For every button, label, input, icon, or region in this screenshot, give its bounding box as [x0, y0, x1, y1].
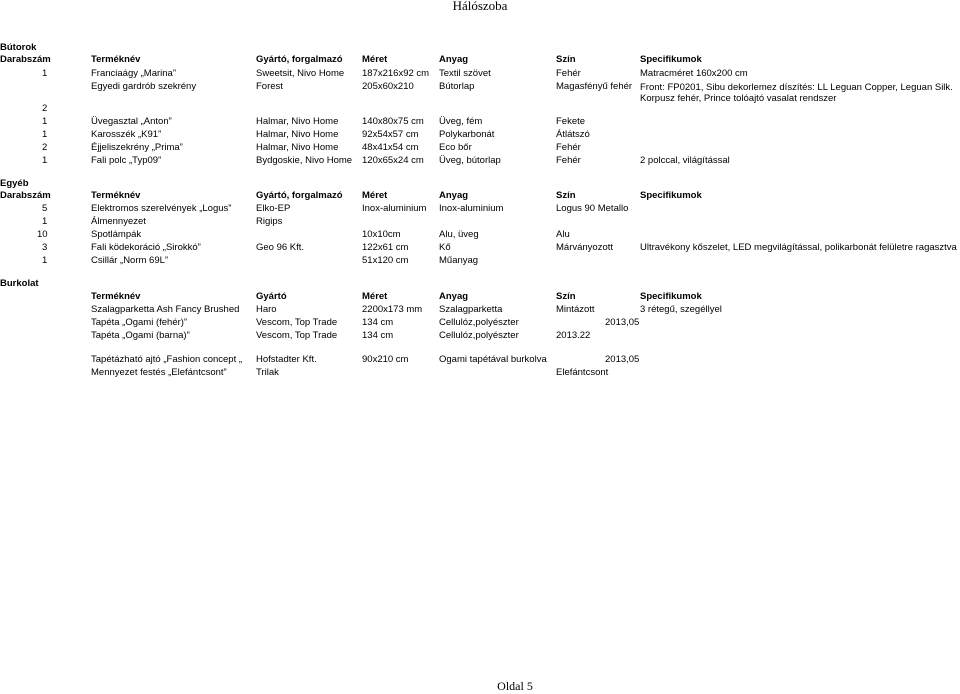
- table-row: [0, 115, 960, 128]
- header-size: Méret: [362, 291, 388, 302]
- cell-size: 120x65x24 cm: [362, 155, 424, 166]
- cell-size: Inox-aluminium: [362, 203, 427, 214]
- header-name: Terméknév: [91, 54, 141, 65]
- cell-spec: Ultravékony kőszelet, LED megvilágítással, polikarbonát felületre ragasztva: [640, 242, 957, 253]
- cell-mfr: Vescom, Top Trade: [256, 317, 338, 328]
- cell-name: Karosszék „K91”: [91, 129, 162, 140]
- cell-size: 51x120 cm: [362, 255, 409, 266]
- page-footer: Oldal 5: [497, 679, 533, 693]
- header-material: Anyag: [439, 54, 469, 65]
- cell-size: 90x210 cm: [362, 354, 409, 365]
- cell-qty: 3: [42, 242, 48, 253]
- table-row: [0, 254, 960, 267]
- cell-material: Textil szövet: [439, 68, 491, 79]
- table-header: [0, 290, 960, 303]
- cell-name: Mennyezet festés „Elefántcsont”: [91, 367, 227, 378]
- cell-mfr: Sweetsit, Nivo Home: [256, 68, 345, 79]
- table-row: [0, 303, 960, 316]
- cell-color: 2013,05: [605, 317, 640, 328]
- cell-color: 2013.22: [556, 330, 591, 341]
- cell-size: 48x41x54 cm: [362, 142, 419, 153]
- cell-mfr: Haro: [256, 304, 277, 315]
- cell-size: 134 cm: [362, 317, 394, 328]
- cell-qty: 1: [42, 216, 48, 227]
- header-material: Anyag: [439, 190, 469, 201]
- cell-color: Alu: [556, 229, 570, 240]
- cell-name: Tapéta „Ogami (fehér)”: [91, 317, 188, 328]
- cell-name: Spotlámpák: [91, 229, 142, 240]
- cell-color: Mintázott: [556, 304, 595, 315]
- table-row: [0, 316, 960, 329]
- cell-color: Elefántcsont: [556, 367, 609, 378]
- cell-material: Eco bőr: [439, 142, 472, 153]
- cell-mfr: Halmar, Nivo Home: [256, 116, 339, 127]
- cell-name: Fali ködekoráció „Sirokkó”: [91, 242, 201, 253]
- cell-name: Éjjeliszekrény „Prima”: [91, 142, 183, 153]
- header-color: Szín: [556, 190, 576, 201]
- cell-name: Tapétázható ajtó „Fashion concept „: [91, 354, 243, 365]
- cell-spec: 2 polccal, világítással: [640, 155, 730, 166]
- cell-size: 140x80x75 cm: [362, 116, 424, 127]
- table-row: [0, 67, 960, 80]
- cell-mfr: Vescom, Top Trade: [256, 330, 338, 341]
- cell-name: Franciaágy „Marina”: [91, 68, 176, 79]
- table-row: [0, 141, 960, 154]
- cell-material: Üveg, bútorlap: [439, 155, 501, 166]
- table-row: [0, 128, 960, 141]
- cell-mfr: Hofstadter Kft.: [256, 354, 317, 365]
- table-header: [0, 53, 960, 66]
- cell-spec: 3 rétegű, szegéllyel: [640, 304, 722, 315]
- table-row: [0, 228, 960, 241]
- cell-color: Márványozott: [556, 242, 614, 253]
- header-mfr: Gyártó, forgalmazó: [256, 190, 343, 201]
- cell-name: Üvegasztal „Anton”: [91, 116, 172, 127]
- header-color: Szín: [556, 54, 576, 65]
- cell-name: Álmennyezet: [91, 216, 146, 227]
- cell-name: Tapéta „Ogami (barna)”: [91, 330, 190, 341]
- cell-material: Kő: [439, 242, 451, 253]
- cell-material: Műanyag: [439, 255, 479, 266]
- header-size: Méret: [362, 54, 388, 65]
- cell-color: 2013,05: [605, 354, 640, 365]
- table-row: [0, 215, 960, 228]
- cell-name: Csillár „Norm 69L”: [91, 255, 169, 266]
- header-name: Terméknév: [91, 190, 141, 201]
- cell-size: 92x54x57 cm: [362, 129, 419, 140]
- table-row: [0, 202, 960, 215]
- cell-size: 187x216x92 cm: [362, 68, 430, 79]
- page-title: Hálószoba: [452, 0, 508, 13]
- cell-material: Ogami tapétával burkolva: [439, 354, 547, 365]
- cell-qty: 1: [42, 68, 48, 79]
- cell-material: Cellulóz,polyészter: [439, 317, 519, 328]
- table-header: [0, 189, 960, 202]
- cell-qty: 2: [42, 142, 48, 153]
- cell-qty: 1: [42, 116, 48, 127]
- table-row: [0, 154, 960, 167]
- cell-mfr: Rigips: [256, 216, 283, 227]
- cell-qty: 10: [37, 229, 48, 240]
- cell-material: Polykarbonát: [439, 129, 495, 140]
- cell-color: Fehér: [556, 68, 581, 79]
- cell-size: 2200x173 mm: [362, 304, 423, 315]
- table-row: [0, 366, 960, 379]
- cell-mfr: Elko-EP: [256, 203, 291, 214]
- cell-color: Fehér: [556, 142, 581, 153]
- header-name: Terméknév: [91, 291, 141, 302]
- cell-material: Bútorlap: [439, 81, 475, 92]
- cell-color: Magasfényű fehér: [556, 81, 633, 92]
- table-row: [0, 80, 960, 116]
- cell-size: 205x60x210: [362, 81, 414, 92]
- cell-qty: 1: [42, 129, 48, 140]
- cell-mfr: Halmar, Nivo Home: [256, 142, 339, 153]
- section-title-butorok: Bútorok: [0, 42, 37, 53]
- section-title-egyeb: Egyéb: [0, 178, 29, 189]
- header-qty: Darabszám: [0, 190, 51, 201]
- header-color: Szín: [556, 291, 576, 302]
- cell-material: Alu, üveg: [439, 229, 479, 240]
- cell-mfr: Trilak: [256, 367, 279, 378]
- table-row: [0, 241, 960, 254]
- cell-name: Egyedi gardrób szekrény: [91, 81, 197, 92]
- cell-size: 10x10cm: [362, 229, 401, 240]
- header-qty: Darabszám: [0, 54, 51, 65]
- cell-name: Elektromos szerelvények „Logus”: [91, 203, 232, 214]
- cell-color: Fekete: [556, 116, 586, 127]
- cell-mfr: Halmar, Nivo Home: [256, 129, 339, 140]
- header-mfr: Gyártó, forgalmazó: [256, 54, 343, 65]
- cell-mfr: Bydgoskie, Nivo Home: [256, 155, 353, 166]
- cell-material: Cellulóz,polyészter: [439, 330, 519, 341]
- cell-qty: 5: [42, 203, 48, 214]
- cell-material: Inox-aluminium: [439, 203, 504, 214]
- cell-qty: 2: [42, 103, 48, 114]
- cell-qty: 1: [42, 155, 48, 166]
- cell-spec: Matracméret 160x200 cm: [640, 68, 748, 79]
- header-size: Méret: [362, 190, 388, 201]
- cell-color: Logus 90 Metallo: [556, 203, 629, 214]
- cell-mfr: Geo 96 Kft.: [256, 242, 305, 253]
- cell-material: Üveg, fém: [439, 116, 483, 127]
- table-row: [0, 329, 960, 342]
- header-mfr: Gyártó: [256, 291, 287, 302]
- cell-name: Fali polc „Typ09”: [91, 155, 162, 166]
- cell-color: Fehér: [556, 155, 581, 166]
- section-title-burkolat: Burkolat: [0, 278, 39, 289]
- cell-mfr: Forest: [256, 81, 283, 92]
- cell-size: 122x61 cm: [362, 242, 409, 253]
- cell-qty: 1: [42, 255, 48, 266]
- cell-name: Szalagparketta Ash Fancy Brushed: [91, 304, 240, 315]
- header-material: Anyag: [439, 291, 469, 302]
- cell-spec: Front: FP0201, Sibu dekorlemez díszítés: LL Leguan Copper, Leguan Silk. Korpusz fehér, Prince tolóajtó vasalat rendszer: [640, 82, 953, 104]
- header-spec: Specifikumok: [640, 54, 702, 65]
- header-spec: Specifikumok: [640, 190, 702, 201]
- cell-color: Átlátszó: [556, 129, 590, 140]
- table-row: [0, 353, 960, 366]
- header-spec: Specifikumok: [640, 291, 702, 302]
- cell-size: 134 cm: [362, 330, 394, 341]
- cell-material: Szalagparketta: [439, 304, 503, 315]
